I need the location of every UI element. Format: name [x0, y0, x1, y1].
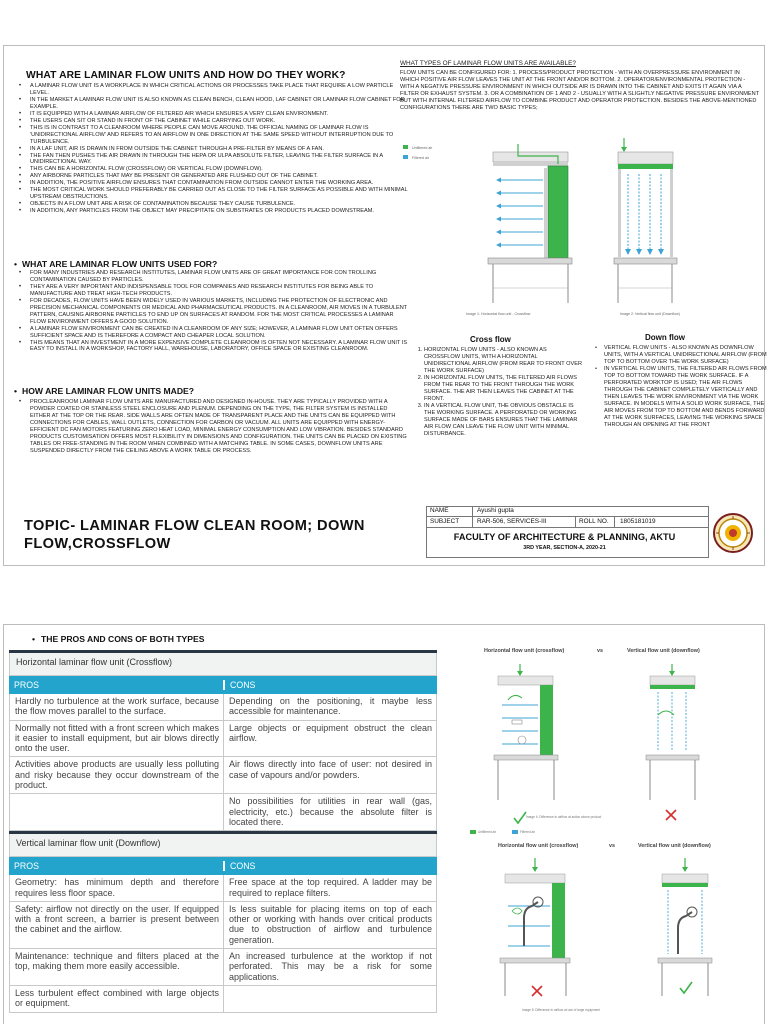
cons-cell: Air flows directly into face of user: not desired in case of vapours and/or powders. [223, 757, 436, 793]
heading-how-they-work: WHAT ARE LAMINAR FLOW UNITS AND HOW DO THEY WORK? [26, 70, 346, 81]
check-mark-icon [680, 982, 692, 993]
pros-cons-title: • THE PROS AND CONS OF BOTH TYPES [32, 634, 204, 644]
roll-label: ROLL NO. [579, 518, 609, 525]
table-row [9, 694, 437, 721]
downflow-heading: Down flow [645, 333, 685, 342]
list-item: 3. IN A VERTICAL FLOW UNIT, THE OBVIOUS OBSTACLE IS THE WORKING SURFACE. A PERFORATED OR WORKING SURFACE MADE OF BARS ENSURES THAT THE LAMINAR AIR FLOW CAN LEAVE THE FLOW UNIT WITH MINIMAL DISTURBANCE. [424, 403, 584, 438]
list-item: • PROCLEANROOM LAMINAR FLOW UNITS ARE MANUFACTURED AND DESIGNED IN-HOUSE. THEY ARE TYPICALLY PROVIDED WITH A POWDER COATED OR STAINLESS STEEL ENCLOSURE AND PLENUM. DEPENDING ON THE TYPE, THE FILTER SYSTEM IS INSTALLED EITHER AT THE TOP OR THE REAR. SIDE WALLS ARE OFTEN MADE OF TRANSPARENT PLACE AND THE UNITS CAN BE EQUIPPED WITH CONNECTIONS FOR CABLES, WALL OUTLETS, CONNECTION FOR CARBON OR VACUUM. ALL UNITS ARE EQUIPPED WITH ENERGY-EFFICIENT DC FAN MOTORS FEATURING ZERO HEAT LOAD, MINIMAL ENERGY CONSUMPTION AND LOW VIBRATION. BESIDES STANDARD PRODUCTS CUSTOMISATION OFFERS MOST FLEXIBILITY IN DIMENSIONS AND CONFIGURATION. THE UNITS CAN BE PLACED ON EXISTING TABLES OR FREE-STANDING IN THE ROOM WHEN COMBINED WITH A MATCHING TABLE. IN SOME CASES, DOWNFLOW UNITS ARE SUSPENDED DIRECTLY FROM THE CEILING ABOVE A WORK TABLE OR PROCESS. [30, 399, 408, 455]
cons-cell: Free space at the top required. A ladder may be required to replace filters. [223, 875, 436, 901]
table-row [9, 949, 437, 986]
cross-mark-icon [666, 810, 676, 820]
legend-filtered-swatch [512, 830, 518, 834]
unfiltered-legend-swatch [403, 145, 408, 149]
list-item: • THIS MEANS THAT AN INVESTMENT IN A MORE EXPENSIVE COMPLETE CLEANROOM IS OFTEN NOT NECESSARY. A LAMINAR FLOW UNIT IS EASY TO INSTALL IN A WORKSHOP, FACTORY HALL, WAREHOUSE, LABORATORY, OFFICE SPACE OR EXISTING CLEANROOM. [30, 340, 410, 354]
list-item: 1. HORIZONTAL FLOW UNITS - ALSO KNOWN AS CROSSFLOW UNITS, WITH A HORIZONTAL UNIDIRECTIONAL AIRFLOW (FROM REAR TO FRONT OVER THE WORK SURFACE) [424, 347, 584, 375]
list-item: • A LAMINAR FLOW UNIT IS A WORKPLACE IN WHICH CRITICAL ACTIONS OR PROCESSES TAKE PLACE THAT REQUIRE A LOW PARTICLE LEVEL. [30, 83, 410, 97]
crossflow-mini-cabinet [494, 664, 558, 800]
crossflow-mini-cabinet-2 [500, 858, 570, 996]
cons-cell: Is less suitable for placing items on top of each other or working with hands over critical products due to obstruction of airflow and turbulence generation. [223, 902, 436, 948]
list-item: • IN ADDITION, ANY PARTICLES FROM THE OBJECT MAY PRECIPITATE ON SUBSTRATES OR PRODUCTS PLACED DOWNSTREAM. [30, 208, 410, 215]
list-item: • IN THE MARKET A LAMINAR FLOW UNIT IS ALSO KNOWN AS CLEAN BENCH, CLEAN HOOD, LAF CABINET OR LAMINAR FLOW CABINET FOR EXAMPLE. [30, 97, 410, 111]
diagram-top-right-title: Vertical flow unit (downflow) [627, 648, 700, 654]
page-gap [0, 566, 768, 624]
subject-label: SUBJECT [430, 518, 460, 525]
diagram-top-left-title: Horizontal flow unit (crossflow) [484, 648, 565, 654]
table-row [9, 721, 437, 758]
table-row [9, 875, 437, 902]
pros-cell: Hardly no turbulence at the work surface, because the flow moves parallel to the surface. [15, 696, 219, 717]
pros-cell: Geometry: has minimum depth and therefore requires less floor space. [15, 877, 219, 898]
list-how-they-work [14, 83, 410, 215]
table-row [9, 902, 437, 949]
diagram-bottom-left-title: Horizontal flow unit (crossflow) [498, 843, 579, 849]
info-divider [426, 516, 709, 517]
heading-used-for: • WHAT ARE LAMINAR FLOW UNITS USED FOR? [14, 259, 217, 269]
list-item: • IN ADDITION, THE POSITIVE AIRFLOW ENSURES THAT CONTAMINATION FROM OUTSIDE CANNOT ENTER THE WORKING AREA. [30, 180, 410, 187]
cross-mark-icon [532, 986, 542, 996]
comparison-diagram-bottom [480, 856, 730, 1006]
cons-header: CONS [223, 680, 437, 690]
legend-filtered-label: Filtered air [412, 156, 429, 160]
flow-units-diagram [398, 138, 760, 320]
pros-cell [10, 794, 223, 830]
list-item: • VERTICAL FLOW UNITS - ALSO KNOWN AS DOWNFLOW UNITS, WITH A VERTICAL UNIDIRECTIONAL AIRFLOW (FROM TOP TO BOTTOM OVER THE WORK SURFACE) [604, 345, 768, 366]
vertical-section [9, 831, 437, 857]
diagram-bottom-caption: Image 5: Difference in airflow at use of large equipment [522, 1008, 601, 1012]
list-item: • THEY ARE A VERY IMPORTANT AND INDISPENSABLE TOOL FOR COMPANIES AND RESEARCH INSTITUTES FOR BEING ABLE TO MANUFACTURE AND TREAT HIGH-TECH PRODUCTS. [30, 284, 410, 298]
diagram-bottom-right-title: Vertical flow unit (downflow) [638, 843, 711, 849]
list-item: • OBJECTS IN A FLOW UNIT ARE A RISK OF CONTAMINATION BECAUSE THEY CAUSE TURBULENCE. [30, 201, 410, 208]
list-item: • IN VERTICAL FLOW UNITS, THE FILTERED AIR FLOWS FROM TOP TO BOTTOM TOWARD THE WORK SURFACE. IF A PERFORATED WORKTOP IS USED; THE AIR FLOWS THROUGH THE CABINET COMPLETELY VERTICALLY AND THEN LEAVES THE WORK ENVIRONMENT VIA THE WORK SURFACE. IN MODELS WITH A SOLID WORK SURFACE, THE AIR MOVES FROM TOP TO BOTTOM AND BENDS FORWARD AT THE WORK SURFACES, LEAVING THE WORKING SPACE THROUGH AN OPENING AT THE FRONT [604, 366, 768, 429]
downflow-list [590, 345, 768, 429]
legend-filtered-label: Filtered air [520, 830, 536, 834]
types-title: WHAT TYPES OF LAMINAR FLOW UNITS ARE AVAILABLE? [400, 60, 576, 67]
heading-how-made: • HOW ARE LAMINAR FLOW UNITS MADE? [14, 386, 194, 396]
diagram-top-caption: Image 4: Difference in airflow at action above product [526, 815, 602, 819]
info-divider [426, 527, 709, 528]
legend [403, 145, 408, 159]
roll-value: 1805181019 [620, 518, 656, 525]
pros-cell: Less turbulent effect combined with large objects or equipment. [15, 987, 219, 1009]
list-item: • FOR DECADES, FLOW UNITS HAVE BEEN WIDELY USED IN VARIOUS MARKETS, INCLUDING THE PROTECTION OF ELECTRONIC AND PRECISION MECHANICAL COMPONENTS OR MEDICAL AND PHARMACEUTICAL PRODUCTS. IN A CLEANROOM, AIR MOVES IN A TURBULENT PATTERN, CAUSING AIRBORNE PARTICLES TO END UP ON SURFACES AT RANDOM. FOR THE MOST CRITICAL PROCESSES A LAMINAR FLOW ENVIRONMENT OFFERS A GOOD SOLUTION. [30, 298, 410, 326]
downflow-cabinet-illustration [614, 138, 677, 303]
list-item: • THE MOST CRITICAL WORK SHOULD PREFERABLY BE CARRIED OUT AS CLOSE TO THE FILTER SURFACE AS POSSIBLE AND WITH MINIMAL UPSTREAM OBSTRUCTIONS. [30, 187, 410, 201]
name-label: NAME [430, 507, 449, 514]
microscope-icon [524, 902, 538, 946]
pros-cell: Activities above products are usually less polluting and risky because they occur downstream of the product. [15, 759, 219, 791]
cons-cell: An increased turbulence at the worktop if not perforated. This may be a risk for some applications. [223, 949, 436, 985]
table-row [9, 986, 437, 1013]
types-intro: FLOW UNITS CAN BE CONFIGURED FOR: 1. PROCESS/PRODUCT PROTECTION - WITH AN OVERPRESSURE ENVIRONMENT IN WHICH POSITIVE AIR FLOW LEAVES THE UNIT AT THE FRONT AND/OR BOTTOM. 2. OPERATOR/ENVIRONMENTAL PROTECTION - WITH A NEGATIVE PRESSURE ENVIRONMENT IN WHICH OUTSIDE AIR IS DRAWN INTO THE CABINET AND EXITS IT AGAIN VIA A FILTER OR EXHAUST SYSTEM. 3. OR A COMBINATION OF 1 AND 2 - USUALLY WITH A SLIGHTLY NEGATIVE PRESSURE ENVIRONMENT BUT WITH INTERNAL FILTERED AIRFLOW TO COMBINE PRODUCT AND OPERATOR PROTECTION. BESIDES THE ABOVE-MENTIONED CONFIGURATIONS THERE ARE TWO BASIC TYPES; [400, 70, 760, 111]
cons-cell [223, 986, 436, 1012]
downflow-mini-cabinet-2 [658, 858, 712, 996]
info-divider [575, 516, 576, 527]
topic-title: TOPIC- LAMINAR FLOW CLEAN ROOM; DOWN FLOW,CROSSFLOW [24, 518, 365, 552]
faculty-name: FACULTY OF ARCHITECTURE & PLANNING, AKTU [453, 532, 676, 542]
comparison-diagram-top [480, 660, 730, 850]
horizontal-header-row [9, 676, 437, 694]
table-row [9, 757, 437, 794]
downflow-mini-cabinet [646, 664, 699, 800]
diagram-bottom-vs: vs [609, 843, 615, 849]
list-item: • THIS CAN BE A HORIZONTAL FLOW (CROSSFLOW) OR VERTICAL FLOW (DOWNFLOW). [30, 166, 410, 173]
pros-cell: Safety: airflow not directly on the user. If equipped with a front screen, a barrier is present between the cabinet and the airflow. [15, 903, 219, 935]
cons-cell: No possibilities for utilities in rear wall (gas, electricity, etc.) because the absolute filter is located there. [223, 794, 436, 830]
list-item: 2. IN HORIZONTAL FLOW UNITS, THE FILTERED AIR FLOWS FROM THE REAR TO THE FRONT THROUGH THE WORK SURFACE. THE AIR THEN LEAVES THE CABINET AT THE FRONT. [424, 375, 584, 403]
check-mark-icon [514, 812, 526, 823]
vertical-rows [9, 875, 437, 1012]
list-item: • IT IS EQUIPPED WITH A LAMINAR AIRFLOW OF FILTERED AIR WHICH ENSURES A VERY CLEAN ENVIRONMENT. [30, 111, 410, 118]
university-logo-icon [713, 513, 753, 553]
caption-crossflow-image: Image 1: Horizontal flow unit - Crossflow [466, 312, 531, 316]
list-used-for [14, 270, 410, 353]
cons-cell: Large objects or equipment obstruct the clean airflow. [223, 721, 436, 757]
caption-downflow-image: Image 2: Vertical flow unit (Downflow) [620, 312, 680, 316]
pros-cons-table [9, 650, 437, 1013]
table-row [9, 794, 437, 831]
list-item: • THE FAN THEN PUSHES THE AIR DRAWN IN THROUGH THE HEPA OR ULPA ABSOLUTE FILTER, LEAVING THE FILTER SURFACE IN A UNIDIRECTIONAL WAY. [30, 153, 410, 167]
info-divider [614, 516, 615, 527]
microscope-icon [678, 912, 692, 954]
list-item: • IN A LAF UNIT, AIR IS DRAWN IN FROM OUTSIDE THE CABINET THROUGH A PRE-FILTER BY MEANS OF A FAN. [30, 146, 410, 153]
list-item: • THIS IS IN CONTRAST TO A CLEANROOM WHERE PEOPLE CAN MOVE AROUND. THE OFFICIAL NAMING OF LAMINAR FLOW IS 'UNIDIRECTIONAL AIRFLOW' AND REFERS TO AN AIRFLOW IN ONE DIRECTION AT THE SAME SPEED WITHOUT INTERRUPTION DUE TO TURBULENCE. [30, 125, 410, 146]
pros-cell: Normally not fitted with a front screen which makes it easier to install equipment, but air blows directly onto the user. [15, 722, 219, 754]
cons-cell: Depending on the positioning, it maybe less accessible for maintenance. [223, 694, 436, 720]
legend-unfiltered-label: Unfiltered air [412, 146, 433, 150]
pros-header: PROS [14, 861, 39, 872]
list-item: • A LAMINAR FLOW ENVIRONMENT CAN BE CREATED IN A CLEANROOM OF ANY SIZE; HOWEVER, A LAMINAR FLOW UNIT OFTEN OFFERS SUFFICIENT SPACE AND IS THEREFORE A COMPACT AND CHEAPER LOCAL SOLUTION. [30, 326, 410, 340]
horizontal-rows [9, 694, 437, 831]
list-item: • FOR MANY INDUSTRIES AND RESEARCH INSTITUTES, LAMINAR FLOW UNITS ARE OF GREAT IMPORTANCE FOR CON TROLLING CONTAMINATION CAUSED BY PARTICLES. [30, 270, 410, 284]
crossflow-cabinet-illustration [488, 144, 572, 303]
cons-header: CONS [223, 861, 437, 871]
year-section: 3RD YEAR, SECTION-A, 2020-21 [523, 545, 606, 551]
vertical-section-heading: Vertical laminar flow unit (Downflow) [9, 834, 437, 857]
list-how-made [14, 399, 408, 455]
filtered-legend-swatch [403, 155, 408, 159]
legend-unfiltered-swatch [470, 830, 476, 834]
list-item: • ANY AIRBORNE PARTICLES THAT MAY BE PRESENT OR GENERATED ARE FLUSHED OUT OF THE CABINET. [30, 173, 410, 180]
diagram-top-vs: vs [597, 648, 603, 654]
name-value: Ayushi gupta [477, 507, 514, 514]
list-item: • THE USERS CAN SIT OR STAND IN FRONT OF THE CABINET WHILE CARRYING OUT WORK. [30, 118, 410, 125]
pros-cell: Maintenance: technique and filters placed at the top, making them more easily accessible. [15, 951, 219, 972]
subject-value: RAR-506, SERVICES-III [477, 518, 547, 525]
crossflow-heading: Cross flow [470, 335, 511, 344]
pros-header: PROS [14, 680, 39, 690]
horizontal-section-heading: Horizontal laminar flow unit (Crossflow) [9, 653, 437, 676]
crossflow-list [408, 347, 584, 438]
info-divider [472, 506, 473, 527]
legend-unfiltered-label: Unfiltered air [478, 830, 497, 834]
vertical-header-row [9, 857, 437, 875]
